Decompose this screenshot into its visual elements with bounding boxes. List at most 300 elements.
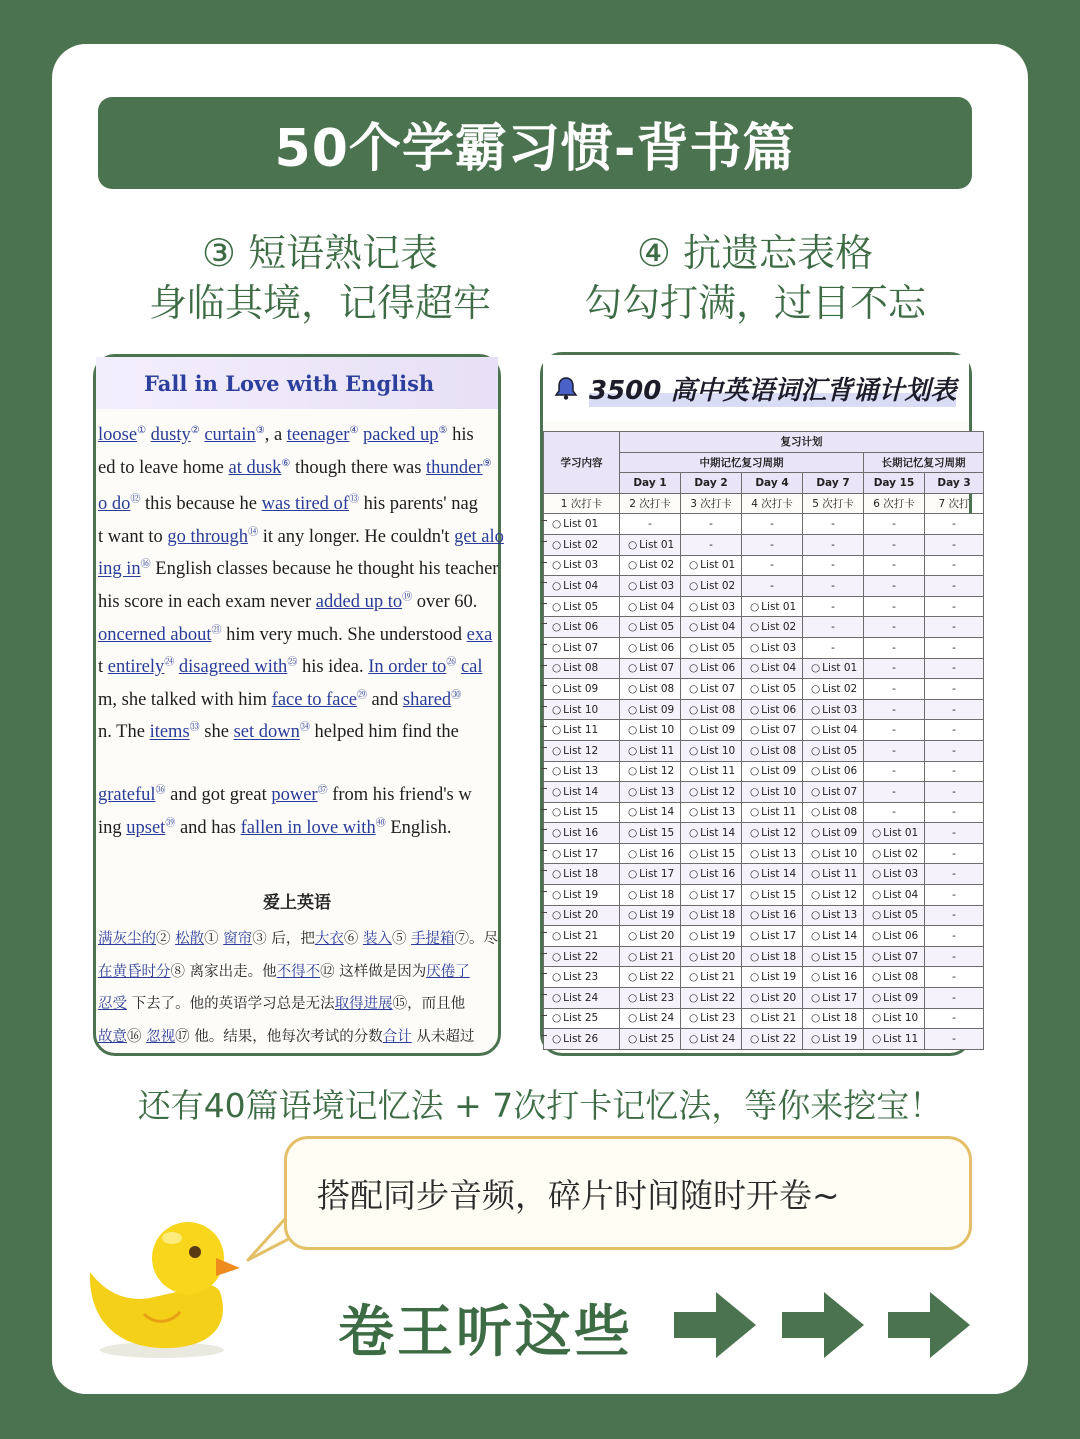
list-label: List 25: [639, 1033, 675, 1046]
checkbox-icon[interactable]: ○: [811, 909, 821, 922]
checkin-header: 7 次打: [925, 493, 984, 514]
list-cell: [681, 864, 742, 885]
checkbox-icon[interactable]: ○: [552, 641, 562, 654]
checkbox-icon[interactable]: ○: [628, 909, 638, 922]
checkbox-icon[interactable]: ○: [628, 868, 638, 881]
checkbox-icon[interactable]: ○: [811, 847, 821, 860]
checkbox-icon[interactable]: ○: [552, 765, 562, 778]
book-line: ing in⑯ English classes because he thought his teacher: [98, 559, 499, 580]
section-left-line1: ③ 短语熟记表: [201, 231, 439, 275]
list-label: List 22: [761, 1033, 797, 1046]
checkbox-icon[interactable]: ○: [872, 909, 882, 922]
checkbox-icon[interactable]: ○: [750, 909, 760, 922]
empty-cell: -: [803, 534, 864, 555]
checkbox-icon[interactable]: ○: [750, 971, 760, 984]
header-mid-term: 中期记忆复习周期: [620, 452, 864, 473]
checkbox-icon[interactable]: ○: [628, 559, 638, 572]
list-cell: [544, 514, 620, 535]
list-cell: [742, 720, 803, 741]
checkbox-icon[interactable]: ○: [628, 806, 638, 819]
empty-cell: -: [864, 720, 925, 741]
checkbox-icon[interactable]: ○: [628, 888, 638, 901]
list-label: List 04: [700, 621, 736, 634]
section-left-line2: 身临其境，记得超牢: [148, 281, 491, 325]
list-label: List 02: [563, 538, 599, 551]
list-cell: [742, 740, 803, 761]
checkbox-icon[interactable]: ○: [689, 847, 699, 860]
checkbox-icon[interactable]: ○: [628, 827, 638, 840]
checkbox-icon[interactable]: ○: [872, 827, 882, 840]
empty-cell: -: [925, 823, 984, 844]
checkbox-icon[interactable]: ○: [628, 744, 638, 757]
checkbox-icon[interactable]: ○: [872, 1033, 882, 1046]
list-label: List 06: [761, 703, 797, 716]
list-label: List 16: [639, 847, 675, 860]
checkbox-icon[interactable]: ○: [689, 827, 699, 840]
checkbox-icon[interactable]: ○: [552, 785, 562, 798]
list-cell: [864, 926, 925, 947]
list-cell: [544, 905, 620, 926]
checkbox-icon[interactable]: ○: [552, 1033, 562, 1046]
list-label: List 05: [883, 909, 919, 922]
checkbox-icon[interactable]: ○: [872, 888, 882, 901]
list-label: List 04: [761, 662, 797, 675]
checkbox-icon[interactable]: ○: [811, 930, 821, 943]
list-cell: [544, 988, 620, 1009]
arrow-right-icon: [672, 1290, 758, 1360]
checkbox-icon[interactable]: ○: [750, 662, 760, 675]
list-label: List 10: [883, 1012, 919, 1025]
checkbox-icon[interactable]: ○: [552, 868, 562, 881]
list-cell: [544, 555, 620, 576]
list-cell: [742, 699, 803, 720]
empty-cell: -: [803, 596, 864, 617]
book-cn-line: 在黄昏时分⑧ 离家出走。他不得不⑫ 这样做是因为厌倦了: [98, 963, 470, 980]
list-cell: [620, 720, 681, 741]
list-cell: [544, 576, 620, 597]
checkbox-icon[interactable]: ○: [689, 888, 699, 901]
checkbox-icon[interactable]: ○: [750, 600, 760, 613]
checkbox-icon[interactable]: ○: [689, 744, 699, 757]
checkbox-icon[interactable]: ○: [552, 682, 562, 695]
checkbox-icon[interactable]: ○: [750, 744, 760, 757]
checkbox-icon[interactable]: ○: [811, 971, 821, 984]
list-cell: [803, 967, 864, 988]
table-row: [544, 514, 984, 535]
list-cell: [742, 946, 803, 967]
list-label: List 24: [563, 991, 599, 1004]
list-label: List 21: [761, 1012, 797, 1025]
checkbox-icon[interactable]: ○: [628, 950, 638, 963]
list-label: List 06: [883, 930, 919, 943]
list-label: List 11: [639, 744, 675, 757]
list-label: List 10: [761, 785, 797, 798]
bell-icon: [553, 375, 579, 401]
header-review: 复习计划: [620, 432, 984, 453]
checkbox-icon[interactable]: ○: [811, 888, 821, 901]
checkbox-icon[interactable]: ○: [811, 662, 821, 675]
list-cell: [681, 699, 742, 720]
checkbox-icon[interactable]: ○: [628, 785, 638, 798]
list-label: List 19: [563, 888, 599, 901]
checkbox-icon[interactable]: ○: [552, 991, 562, 1004]
checkbox-icon[interactable]: ○: [628, 1033, 638, 1046]
list-label: List 17: [761, 930, 797, 943]
list-label: List 12: [639, 765, 675, 778]
checkbox-icon[interactable]: ○: [750, 641, 760, 654]
checkbox-icon[interactable]: ○: [872, 930, 882, 943]
list-cell: [544, 1029, 620, 1050]
checkbox-icon[interactable]: ○: [552, 744, 562, 757]
checkbox-icon[interactable]: ○: [811, 785, 821, 798]
list-label: List 16: [761, 909, 797, 922]
checkbox-icon[interactable]: ○: [689, 971, 699, 984]
list-label: List 03: [563, 559, 599, 572]
checkbox-icon[interactable]: ○: [750, 1033, 760, 1046]
empty-cell: -: [742, 555, 803, 576]
list-cell: [742, 1008, 803, 1029]
checkbox-icon[interactable]: ○: [689, 991, 699, 1004]
list-cell: [681, 555, 742, 576]
empty-cell: -: [925, 1008, 984, 1029]
checkbox-icon[interactable]: ○: [872, 847, 882, 860]
list-label: List 21: [700, 971, 736, 984]
checkbox-icon[interactable]: ○: [750, 868, 760, 881]
plan-table: [543, 431, 984, 1050]
list-label: List 02: [822, 682, 858, 695]
list-cell: [544, 802, 620, 823]
list-label: List 10: [563, 703, 599, 716]
checkbox-icon[interactable]: ○: [689, 621, 699, 634]
checkbox-icon[interactable]: ○: [689, 1012, 699, 1025]
empty-cell: -: [864, 596, 925, 617]
checkbox-icon[interactable]: ○: [628, 765, 638, 778]
list-cell: [544, 967, 620, 988]
checkbox-icon[interactable]: ○: [689, 682, 699, 695]
checkbox-icon[interactable]: ○: [552, 806, 562, 819]
checkbox-icon[interactable]: ○: [689, 868, 699, 881]
checkin-header: 2 次打卡: [620, 493, 681, 514]
checkbox-icon[interactable]: ○: [628, 930, 638, 943]
checkbox-icon[interactable]: ○: [689, 930, 699, 943]
checkbox-icon[interactable]: ○: [689, 703, 699, 716]
list-label: List 16: [563, 827, 599, 840]
table-row: [544, 864, 984, 885]
list-label: List 01: [639, 538, 675, 551]
list-cell: [620, 679, 681, 700]
checkbox-icon[interactable]: ○: [811, 724, 821, 737]
list-cell: [742, 802, 803, 823]
checkbox-icon[interactable]: ○: [689, 806, 699, 819]
checkbox-icon[interactable]: ○: [872, 868, 882, 881]
checkbox-icon[interactable]: ○: [689, 579, 699, 592]
checkbox-icon[interactable]: ○: [628, 600, 638, 613]
list-cell: [803, 885, 864, 906]
list-cell: [742, 782, 803, 803]
checkbox-icon[interactable]: ○: [750, 888, 760, 901]
checkbox-icon[interactable]: ○: [628, 991, 638, 1004]
list-label: List 24: [639, 1012, 675, 1025]
list-cell: [681, 1008, 742, 1029]
list-cell: [681, 761, 742, 782]
header-content: 学习内容: [544, 432, 620, 494]
checkbox-icon[interactable]: ○: [750, 991, 760, 1004]
table-row: [544, 761, 984, 782]
checkbox-icon[interactable]: ○: [811, 703, 821, 716]
list-cell: [681, 988, 742, 1009]
checkbox-icon[interactable]: ○: [811, 827, 821, 840]
checkbox-icon[interactable]: ○: [872, 991, 882, 1004]
empty-cell: -: [742, 514, 803, 535]
list-label: List 04: [822, 724, 858, 737]
list-label: List 18: [700, 909, 736, 922]
list-label: List 26: [563, 1033, 599, 1046]
checkbox-icon[interactable]: ○: [552, 559, 562, 572]
checkbox-icon[interactable]: ○: [750, 785, 760, 798]
checkbox-icon[interactable]: ○: [750, 1012, 760, 1025]
list-cell: [620, 555, 681, 576]
list-cell: [544, 699, 620, 720]
empty-cell: -: [864, 514, 925, 535]
checkbox-icon[interactable]: ○: [811, 765, 821, 778]
list-cell: [803, 658, 864, 679]
checkbox-icon[interactable]: ○: [552, 538, 562, 551]
list-label: List 08: [822, 806, 858, 819]
checkbox-icon[interactable]: ○: [552, 1012, 562, 1025]
checkbox-icon[interactable]: ○: [872, 950, 882, 963]
list-cell: [620, 864, 681, 885]
list-label: List 15: [822, 950, 858, 963]
list-cell: [742, 679, 803, 700]
section-heading-left: [100, 228, 540, 328]
list-label: List 23: [639, 991, 675, 1004]
checkbox-icon[interactable]: ○: [689, 765, 699, 778]
list-cell: [544, 679, 620, 700]
list-cell: [742, 761, 803, 782]
checkbox-icon[interactable]: ○: [628, 662, 638, 675]
checkbox-icon[interactable]: ○: [689, 909, 699, 922]
list-cell: [544, 596, 620, 617]
list-label: List 25: [563, 1012, 599, 1025]
list-label: List 18: [639, 888, 675, 901]
list-label: List 06: [822, 765, 858, 778]
checkbox-icon[interactable]: ○: [689, 1033, 699, 1046]
arrow-right-icon: [780, 1290, 866, 1360]
list-cell: [742, 864, 803, 885]
list-label: List 13: [639, 785, 675, 798]
checkbox-icon[interactable]: ○: [628, 971, 638, 984]
checkbox-icon[interactable]: ○: [628, 579, 638, 592]
list-label: List 23: [563, 971, 599, 984]
list-label: List 24: [700, 1033, 736, 1046]
checkbox-icon[interactable]: ○: [750, 724, 760, 737]
list-cell: [864, 823, 925, 844]
checkbox-icon[interactable]: ○: [811, 991, 821, 1004]
checkbox-icon[interactable]: ○: [750, 930, 760, 943]
table-row: [544, 905, 984, 926]
checkbox-icon[interactable]: ○: [628, 538, 638, 551]
checkbox-icon[interactable]: ○: [811, 1012, 821, 1025]
checkbox-icon[interactable]: ○: [750, 806, 760, 819]
list-cell: [742, 596, 803, 617]
checkbox-icon[interactable]: ○: [689, 600, 699, 613]
checkbox-icon[interactable]: ○: [750, 621, 760, 634]
list-label: List 03: [883, 868, 919, 881]
empty-cell: -: [803, 555, 864, 576]
checkbox-icon[interactable]: ○: [811, 806, 821, 819]
book-line: n. The items$^㉝$ she set down$^㉞$ helped him find the: [98, 722, 459, 743]
checkbox-icon[interactable]: ○: [689, 641, 699, 654]
list-cell: [681, 740, 742, 761]
empty-cell: -: [742, 534, 803, 555]
checkbox-icon[interactable]: ○: [811, 1033, 821, 1046]
checkbox-icon[interactable]: ○: [750, 847, 760, 860]
checkbox-icon[interactable]: ○: [811, 950, 821, 963]
list-cell: [803, 946, 864, 967]
checkbox-icon[interactable]: ○: [628, 641, 638, 654]
list-label: List 04: [639, 600, 675, 613]
list-cell: [620, 576, 681, 597]
list-label: List 17: [700, 888, 736, 901]
checkbox-icon[interactable]: ○: [552, 909, 562, 922]
list-label: List 06: [563, 621, 599, 634]
empty-cell: -: [925, 802, 984, 823]
list-label: List 18: [761, 950, 797, 963]
list-cell: [681, 843, 742, 864]
book-text: [96, 409, 504, 1057]
list-label: List 07: [700, 682, 736, 695]
list-cell: [620, 988, 681, 1009]
checkbox-icon[interactable]: ○: [628, 724, 638, 737]
checkbox-icon[interactable]: ○: [689, 724, 699, 737]
checkbox-icon[interactable]: ○: [552, 724, 562, 737]
checkbox-icon[interactable]: ○: [750, 682, 760, 695]
list-label: List 03: [822, 703, 858, 716]
checkbox-icon[interactable]: ○: [689, 559, 699, 572]
section-right-line2: 勾勾打满，过目不忘: [583, 281, 926, 325]
checkbox-icon[interactable]: ○: [872, 1012, 882, 1025]
arrow-right-icon: [886, 1290, 972, 1360]
checkbox-icon[interactable]: ○: [552, 827, 562, 840]
bubble-text: 搭配同步音频，碎片时间随时开卷~: [317, 1175, 840, 1215]
book-page-image: [93, 354, 504, 1056]
checkbox-icon[interactable]: ○: [628, 621, 638, 634]
empty-cell: -: [925, 555, 984, 576]
list-label: List 21: [563, 930, 599, 943]
list-label: List 13: [563, 765, 599, 778]
empty-cell: -: [925, 946, 984, 967]
list-cell: [742, 967, 803, 988]
list-cell: [681, 720, 742, 741]
checkbox-icon[interactable]: ○: [689, 950, 699, 963]
table-row: [544, 823, 984, 844]
empty-cell: -: [864, 658, 925, 679]
table-row: [544, 534, 984, 555]
empty-cell: -: [742, 576, 803, 597]
list-label: List 04: [883, 888, 919, 901]
checkbox-icon[interactable]: ○: [628, 1012, 638, 1025]
list-label: List 23: [700, 1012, 736, 1025]
checkbox-icon[interactable]: ○: [689, 785, 699, 798]
empty-cell: -: [864, 782, 925, 803]
checkbox-icon[interactable]: ○: [750, 827, 760, 840]
checkbox-icon[interactable]: ○: [552, 703, 562, 716]
list-label: List 15: [639, 827, 675, 840]
checkbox-icon[interactable]: ○: [552, 600, 562, 613]
checkbox-icon[interactable]: ○: [628, 682, 638, 695]
list-label: List 06: [700, 662, 736, 675]
list-label: List 21: [639, 950, 675, 963]
checkin-header: 1 次打卡: [544, 493, 620, 514]
table-row: [544, 576, 984, 597]
checkbox-icon[interactable]: ○: [872, 971, 882, 984]
checkbox-icon[interactable]: ○: [811, 744, 821, 757]
day-header: Day 7: [803, 473, 864, 494]
checkbox-icon[interactable]: ○: [689, 662, 699, 675]
checkbox-icon[interactable]: ○: [552, 888, 562, 901]
checkbox-icon[interactable]: ○: [552, 847, 562, 860]
book-line: his score in each exam never added up to⑲ over 60.: [98, 591, 478, 613]
list-cell: [864, 864, 925, 885]
list-cell: [620, 596, 681, 617]
list-cell: [681, 905, 742, 926]
table-row: [544, 926, 984, 947]
list-cell: [620, 782, 681, 803]
empty-cell: -: [925, 926, 984, 947]
checkbox-icon[interactable]: ○: [552, 971, 562, 984]
list-label: List 18: [563, 868, 599, 881]
checkbox-icon[interactable]: ○: [628, 703, 638, 716]
list-label: List 12: [563, 744, 599, 757]
empty-cell: -: [864, 576, 925, 597]
empty-cell: -: [803, 617, 864, 638]
checkbox-icon[interactable]: ○: [552, 579, 562, 592]
list-cell: [620, 885, 681, 906]
list-cell: [681, 617, 742, 638]
list-label: List 02: [700, 579, 736, 592]
list-label: List 11: [761, 806, 797, 819]
list-label: List 07: [761, 724, 797, 737]
list-cell: [620, 761, 681, 782]
checkbox-icon[interactable]: ○: [750, 950, 760, 963]
checkbox-icon[interactable]: ○: [811, 868, 821, 881]
list-cell: [544, 658, 620, 679]
checkbox-icon[interactable]: ○: [552, 930, 562, 943]
checkbox-icon[interactable]: ○: [552, 518, 562, 531]
table-row: [544, 1008, 984, 1029]
empty-cell: -: [864, 637, 925, 658]
checkbox-icon[interactable]: ○: [811, 682, 821, 695]
checkbox-icon[interactable]: ○: [552, 950, 562, 963]
list-cell: [544, 843, 620, 864]
list-cell: [620, 534, 681, 555]
checkbox-icon[interactable]: ○: [750, 703, 760, 716]
checkbox-icon[interactable]: ○: [628, 847, 638, 860]
checkbox-icon[interactable]: ○: [552, 662, 562, 675]
empty-cell: -: [925, 740, 984, 761]
list-cell: [544, 534, 620, 555]
list-cell: [803, 679, 864, 700]
list-cell: [620, 905, 681, 926]
checkbox-icon[interactable]: ○: [552, 621, 562, 634]
list-cell: [681, 679, 742, 700]
checkbox-icon[interactable]: ○: [750, 765, 760, 778]
empty-cell: -: [925, 534, 984, 555]
list-label: List 09: [822, 827, 858, 840]
empty-cell: -: [864, 555, 925, 576]
list-cell: [544, 782, 620, 803]
day-header: Day 4: [742, 473, 803, 494]
